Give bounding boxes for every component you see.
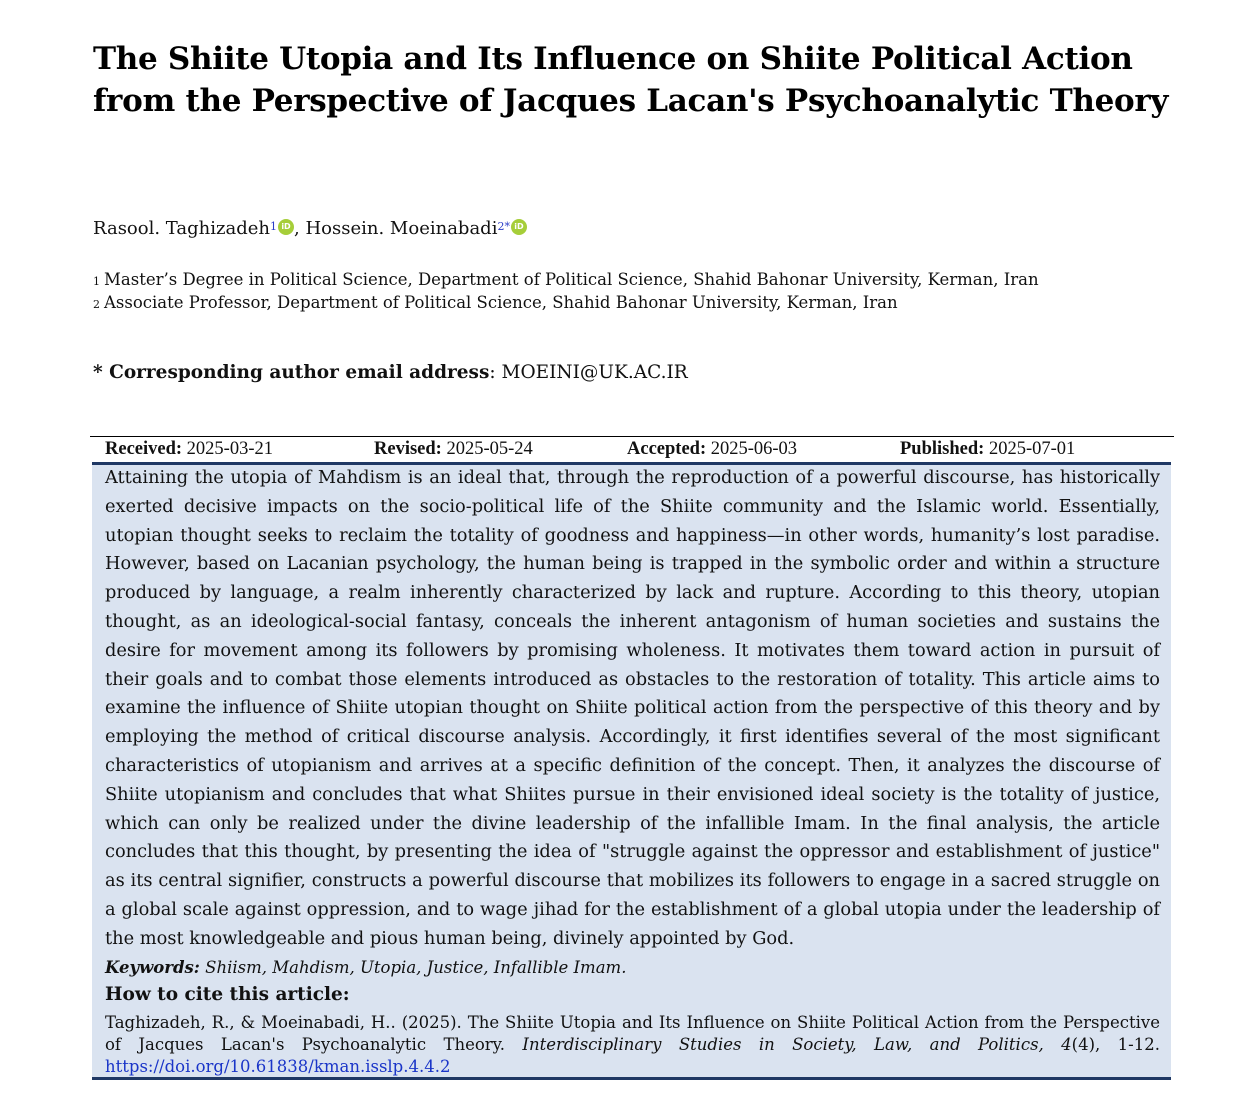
date-label: Revised: [374, 439, 442, 459]
affiliation-text: Associate Professor, Department of Political Science, Shahid Bahonar University, Kerman, Iran [104, 293, 898, 312]
orcid-icon[interactable]: iD [511, 219, 527, 235]
date-accepted [627, 438, 797, 460]
author-name: Rasool. Taghizadeh [93, 218, 271, 239]
date-value: 2025-03-21 [186, 439, 273, 459]
dates-row [105, 438, 1165, 462]
corresponding-email[interactable]: MOEINI@UK.AC.IR [501, 362, 688, 383]
author-affiliation-marker: 1 [270, 220, 278, 233]
date-revised [374, 438, 533, 460]
affiliation-item [93, 291, 1039, 314]
author-list [93, 216, 527, 242]
keywords-text: Shiism, Mahdism, Utopia, Justice, Infallible Imam. [199, 958, 627, 977]
date-value: 2025-07-01 [988, 439, 1076, 459]
corresponding-label: * Corresponding author email address [93, 362, 490, 383]
affiliation-marker: 1 [93, 275, 100, 288]
corresponding-author [93, 360, 688, 386]
date-received [105, 438, 273, 460]
date-label: Published: [900, 439, 985, 459]
dates-divider [90, 436, 1174, 437]
date-value: 2025-06-03 [710, 439, 798, 459]
affiliation-list [93, 268, 1039, 314]
date-value: 2025-05-24 [446, 439, 533, 459]
citation-text [105, 1012, 1160, 1057]
affiliation-marker: 2 [93, 298, 100, 311]
cite-heading: How to cite this article: [105, 984, 350, 1005]
citation-journal: Interdisciplinary Studies in Society, Law, and Politics, 4 [522, 1035, 1072, 1055]
date-label: Received: [105, 439, 183, 459]
author-name: Hossein. Moeinabadi [305, 218, 498, 239]
orcid-icon[interactable]: iD [278, 219, 294, 235]
keywords [105, 956, 626, 980]
date-published [900, 438, 1075, 460]
author-affiliation-marker: 2* [497, 220, 510, 233]
doi-link[interactable]: https://doi.org/10.61838/kman.isslp.4.4.2 [105, 1057, 451, 1076]
abstract-text: Attaining the utopia of Mahdism is an ideal that, through the reproduction of a powerful discourse, has historically exerted decisive impacts on the socio-political life of the Shiite community and the Islamic world. Essentially, utopian thought seeks to reclaim the totality of goodness and happiness—in other words, humanity’s lost paradise. However, based on Lacanian psychology, the human being is trapped in the symbolic order and within a structure produced by language, a realm inherently characterized by lack and rupture. According to this theory, utopian thought, as an ideological-social fantasy, conceals the inherent antagonism of human societies and sustains the desire for movement among its followers by promising wholeness. It motivates them toward action in pursuit of their goals and to combat those elements introduced as obstacles to the restoration of totality. This article aims to examine the influence of Shiite utopian thought on Shiite political action from the perspective of this theory and by employing the method of critical discourse analysis. Accordingly, it first identifies several of the most significant characteristics of utopianism and arrives at a specific definition of the concept. Then, it analyzes the discourse of Shiite utopianism and concludes that what Shiites pursue in their envisioned ideal society is the totality of justice, which can only be realized under the divine leadership of the infallible Imam. In the final analysis, the article concludes that this thought, by presenting the idea of "struggle against the oppressor and establishment of justice" as its central signifier, constructs a powerful discourse that mobilizes its followers to engage in a sacred struggle on a global scale against oppression, and to wage jihad for the establishment of a global utopia under the leadership of the most knowledgeable and pious human being, divinely appointed by God. [105, 467, 1160, 949]
article-title: The Shiite Utopia and Its Influence on Shiite Political Action from the Perspective of Jacques Lacan's Psychoanalytic Theory [93, 41, 1169, 119]
affiliation-text: Master’s Degree in Political Science, Department of Political Science, Shahid Bahonar University, Kerman, Iran [104, 270, 1039, 289]
citation-issue: (4), 1-12. [1071, 1035, 1160, 1055]
corresponding-separator: : [489, 362, 502, 383]
keywords-label: Keywords: [105, 958, 200, 977]
author-separator: , [294, 218, 306, 239]
date-label: Accepted: [627, 439, 707, 459]
citation-authors-title: Taghizadeh, R., & Moeinabadi, H.. (2025). The Shiite Utopia and Its Influence on Shiite Political Action from the Perspective of Jacques Lacan's Psychoanalytic Theory. [105, 1013, 1160, 1055]
affiliation-item [93, 268, 1039, 291]
